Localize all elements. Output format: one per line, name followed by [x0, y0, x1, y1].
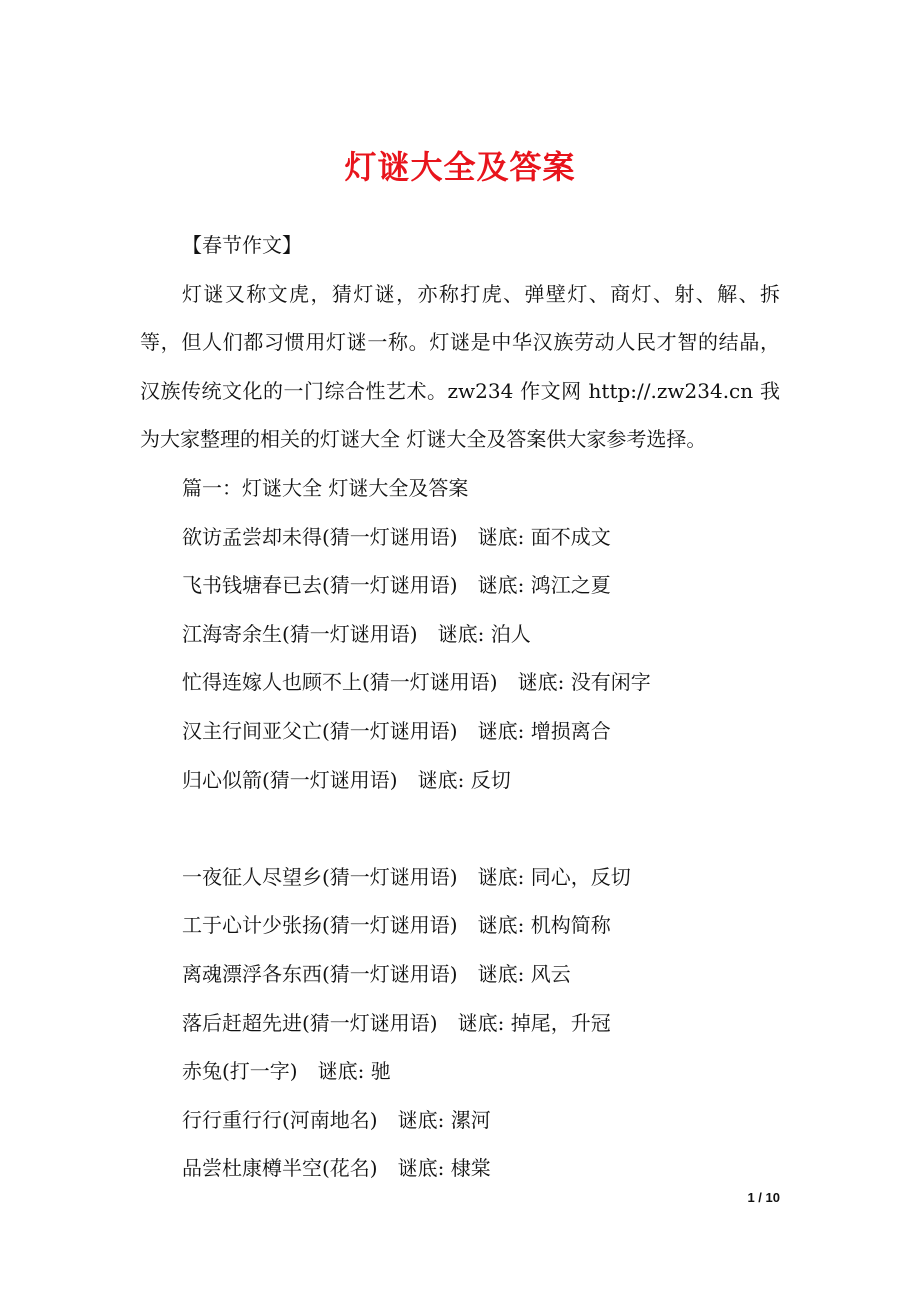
category-label: 【春节作文】 [182, 233, 302, 257]
riddle-item [140, 610, 780, 659]
riddle-answer: 谜底: 机构简称 [477, 913, 611, 938]
document-body [140, 221, 780, 1193]
riddle-question: 飞书钱塘春已去(猜一灯谜用语) [182, 573, 458, 598]
riddle-question: 工于心计少张扬(猜一灯谜用语) [182, 913, 458, 938]
riddle-item [140, 1096, 780, 1145]
riddle-answer: 谜底: 反切 [417, 767, 511, 792]
riddle-answer: 谜底: 泊人 [437, 621, 531, 646]
intro-paragraph-line: 灯谜又称文虎，猜灯谜，亦称打虎、弹壁灯、商灯、射、解、拆 [182, 281, 780, 306]
riddle-answer: 谜底: 面不成文 [477, 524, 611, 549]
riddle-item [140, 513, 780, 562]
riddle-item [140, 950, 780, 999]
riddle-question: 离魂漂浮各东西(猜一灯谜用语) [182, 961, 458, 986]
page-title: 灯谜大全及答案 [344, 148, 576, 186]
riddle-question: 落后赶超先进(猜一灯谜用语) [182, 1010, 438, 1035]
riddle-item [140, 707, 780, 756]
riddle-answer: 谜底: 驰 [317, 1059, 391, 1084]
riddle-question: 赤兔(打一字) [182, 1059, 298, 1084]
riddle-item [140, 561, 780, 610]
riddle-list [140, 853, 780, 1193]
riddle-question: 一夜征人尽望乡(猜一灯谜用语) [182, 864, 458, 889]
riddle-item [140, 999, 780, 1048]
intro-paragraph-line: 等，但人们都习惯用灯谜一称。灯谜是中华汉族劳动人民才智的结晶， [140, 330, 780, 355]
riddle-question: 汉主行间亚父亡(猜一灯谜用语) [182, 718, 458, 743]
riddle-item [140, 756, 780, 805]
riddle-answer: 谜底: 漯河 [397, 1107, 491, 1132]
intro-paragraph-line: 为大家整理的相关的灯谜大全 灯谜大全及答案供大家参考选择。 [140, 427, 707, 452]
riddle-item [140, 1047, 780, 1096]
riddle-question: 江海寄余生(猜一灯谜用语) [182, 621, 418, 646]
page-number: 1 / 10 [747, 1190, 780, 1205]
riddle-answer: 谜底: 没有闲字 [517, 670, 651, 695]
riddle-item [140, 658, 780, 707]
riddle-answer: 谜底: 棣棠 [397, 1156, 491, 1181]
riddle-answer: 谜底: 同心，反切 [477, 864, 631, 889]
riddle-item [140, 853, 780, 902]
riddle-item [140, 901, 780, 950]
riddle-answer: 谜底: 增损离合 [477, 718, 611, 743]
riddle-question: 品尝杜康樽半空(花名) [182, 1156, 378, 1181]
riddle-question: 行行重行行(河南地名) [182, 1107, 378, 1132]
riddle-answer: 谜底: 风云 [477, 961, 571, 986]
riddle-answer: 谜底: 鸿江之夏 [477, 573, 611, 598]
riddle-list [140, 513, 780, 805]
section-heading: 篇一：灯谜大全 灯谜大全及答案 [182, 475, 469, 500]
riddle-answer: 谜底: 掉尾，升冠 [457, 1010, 611, 1035]
riddle-item [140, 1144, 780, 1193]
blank-line [140, 804, 780, 853]
riddle-question: 欲访孟尝却未得(猜一灯谜用语) [182, 524, 458, 549]
riddle-question: 忙得连嫁人也顾不上(猜一灯谜用语) [182, 670, 498, 695]
intro-paragraph-line: 汉族传统文化的一门综合性艺术。zw234 作文网 http://.zw234.cn 我 [140, 378, 780, 403]
riddle-question: 归心似箭(猜一灯谜用语) [182, 767, 398, 792]
